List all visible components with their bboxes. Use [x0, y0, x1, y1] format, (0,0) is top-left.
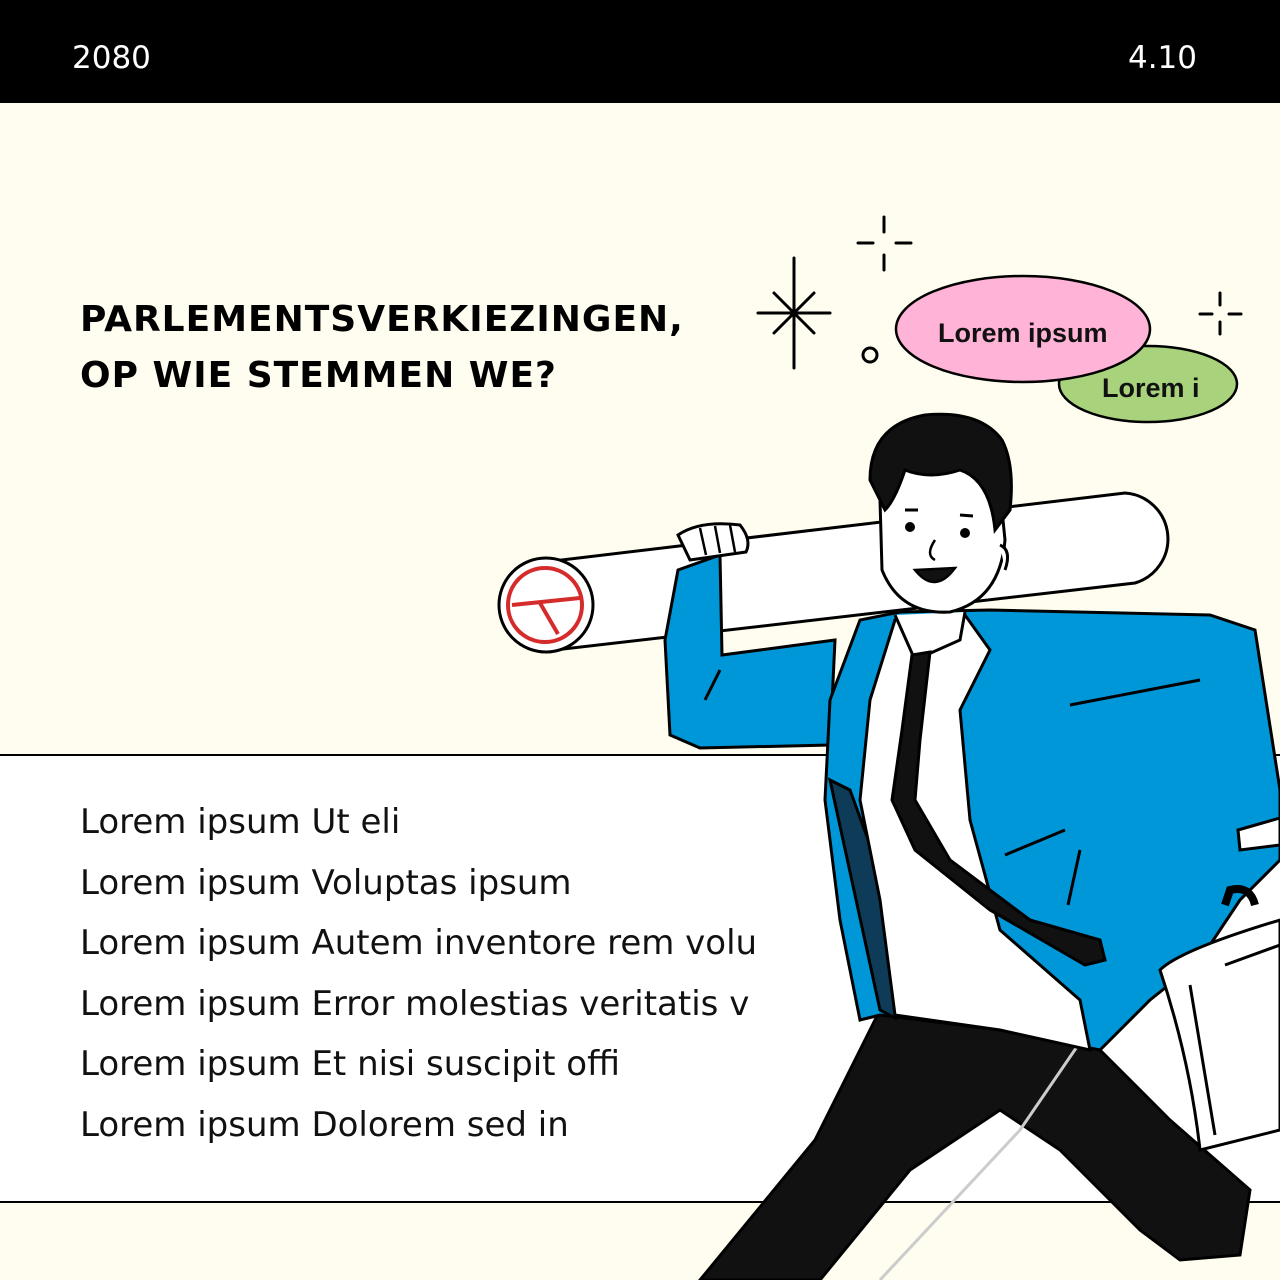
hand: [678, 524, 748, 560]
trousers: [700, 1010, 1250, 1280]
list-item: Lorem ipsum Voluptas ipsum: [80, 862, 572, 903]
head: [870, 414, 1011, 612]
sparkle-small-icon: [1200, 293, 1241, 334]
sparkle-small-icon: [858, 217, 911, 270]
circle-dot-icon: [863, 348, 877, 362]
list-item: Lorem ipsum Dolorem sed in: [80, 1104, 569, 1145]
title-line-2: OP WIE STEMMEN WE?: [80, 355, 557, 396]
list-item: Lorem ipsum Et nisi suscipit offi: [80, 1044, 620, 1084]
bubble-pink: [896, 276, 1150, 382]
year-label: 2080: [72, 40, 151, 76]
date-label: 4.10: [1127, 40, 1197, 76]
list-item: Lorem ipsum Error molestias veritatis v: [80, 983, 750, 1024]
sparkle-large-icon: [758, 258, 830, 368]
title-line-1: PARLEMENTSVERKIEZINGEN,: [80, 299, 684, 340]
list-item: Lorem ipsum Autem inventore rem volu: [80, 923, 758, 963]
bubble-green-text: Lorem i: [1102, 373, 1200, 403]
list-item: Lorem ipsum Ut eli: [80, 802, 401, 842]
bubble-pink-text: Lorem ipsum: [938, 318, 1108, 348]
